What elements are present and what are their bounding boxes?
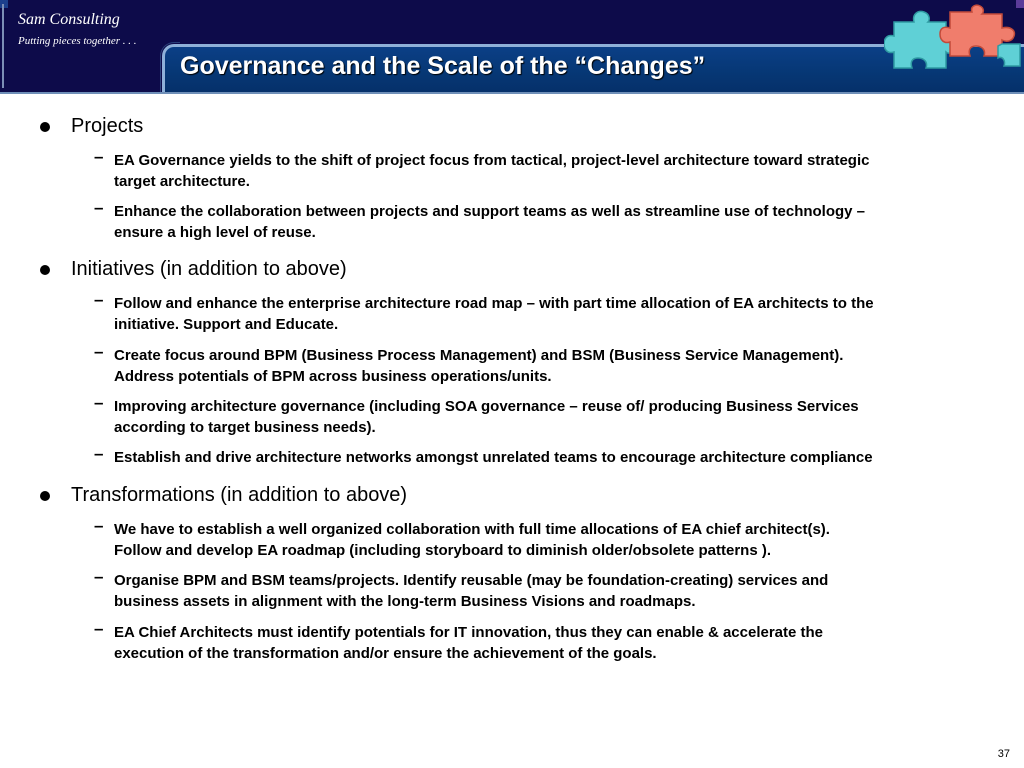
text-line: according to target business needs). [114, 419, 376, 436]
text-line: Enhance the collaboration between projects and support teams as well as streamline use of technology – [114, 203, 866, 220]
bullet-dot-icon [40, 491, 50, 501]
dash-bullet-icon: – [94, 567, 104, 586]
text-line: Address potentials of BPM across business operations/units. [114, 368, 552, 385]
text-line: Follow and develop EA roadmap (including storyboard to diminish older/obsolete patterns ). [114, 542, 771, 559]
dash-bullet-icon: – [94, 619, 104, 638]
page-title: Governance and the Scale of the “Changes” [180, 52, 706, 80]
bullet-heading [0, 484, 1000, 512]
dash-bullet-icon: – [94, 147, 104, 166]
bullet-dot-icon [40, 265, 50, 275]
text-line: business assets in alignment with the long-term Business Visions and roadmaps. [114, 593, 696, 610]
dash-bullet-icon: – [94, 342, 104, 361]
puzzle-pieces-icon [884, 4, 1024, 76]
page-number: 37 [997, 748, 1010, 760]
brand-tagline: Putting pieces together . . . [18, 35, 137, 47]
sub-bullet-text [114, 447, 994, 468]
text-line: Improving architecture governance (including SOA governance – reuse of/ producing Business Services [114, 398, 859, 415]
sub-bullet-text [114, 519, 994, 561]
bullet-dot-icon [40, 122, 50, 132]
sub-bullet-text [114, 396, 994, 438]
bullet-heading [0, 115, 1000, 143]
sub-bullet-text [114, 345, 994, 387]
section-heading: Projects [71, 115, 144, 137]
text-line: Establish and drive architecture networks amongst unrelated teams to encourage architecture compliance [114, 449, 873, 466]
sub-bullet-text [114, 570, 994, 612]
dash-bullet-icon: – [94, 198, 104, 217]
text-line: EA Chief Architects must identify potentials for IT innovation, thus they can enable & accelerate the [114, 624, 824, 641]
text-line: initiative. Support and Educate. [114, 316, 339, 333]
section-heading: Transformations (in addition to above) [71, 484, 408, 506]
header-band [0, 0, 1024, 94]
dash-bullet-icon: – [94, 393, 104, 412]
brand-name: Sam Consulting [18, 11, 120, 28]
bullet-heading [0, 258, 1000, 286]
text-line: Create focus around BPM (Business Process Management) and BSM (Business Service Management). [114, 347, 844, 364]
dash-bullet-icon: – [94, 290, 104, 309]
text-line: target architecture. [114, 173, 250, 190]
text-line: ensure a high level of reuse. [114, 224, 316, 241]
text-line: Follow and enhance the enterprise architecture road map – with part time allocation of EA architects to the [114, 295, 874, 312]
text-line: EA Governance yields to the shift of project focus from tactical, project-level architecture toward strategic [114, 152, 870, 169]
text-line: execution of the transformation and/or ensure the achievement of the goals. [114, 645, 657, 662]
header-divider [2, 4, 4, 88]
text-line: We have to establish a well organized collaboration with full time allocations of EA chief architect(s). [114, 521, 830, 538]
sub-bullet-text [114, 622, 994, 664]
dash-bullet-icon: – [94, 516, 104, 535]
sub-bullet-text [114, 293, 994, 335]
dash-bullet-icon: – [94, 444, 104, 463]
sub-bullet-text [114, 201, 994, 243]
sub-bullet-text [114, 150, 994, 192]
text-line: Organise BPM and BSM teams/projects. Identify reusable (may be foundation-creating) services and [114, 572, 829, 589]
section-heading: Initiatives (in addition to above) [71, 258, 347, 280]
puzzle-piece-teal-small [998, 44, 1020, 66]
